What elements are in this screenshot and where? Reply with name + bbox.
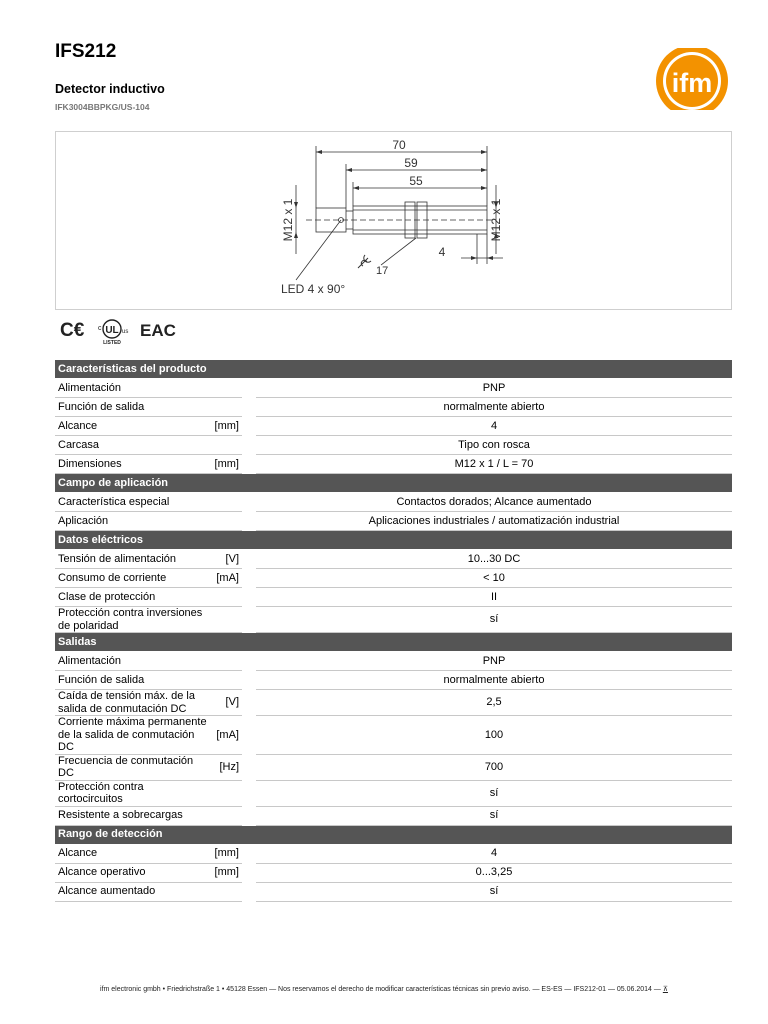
svg-text:59: 59 <box>404 156 418 170</box>
spec-row <box>55 588 732 607</box>
spec-value: 700 <box>256 755 732 781</box>
section-title: Rango de detección <box>55 826 732 845</box>
spec-name: Alimentación <box>55 652 210 671</box>
product-title: IFS212 <box>55 41 117 62</box>
cell-spacer <box>242 755 256 781</box>
svg-text:LISTED: LISTED <box>103 340 121 346</box>
spec-unit: [mm] <box>210 845 242 864</box>
spec-value: normalmente abierto <box>256 671 732 690</box>
spec-unit <box>210 671 242 690</box>
spec-name: Caída de tensión máx. de la salida de conmutación DC <box>55 690 210 716</box>
dimension-drawing-svg <box>56 132 731 309</box>
spec-name: Protección contra cortocircuitos <box>55 781 210 807</box>
spec-name: Alcance aumentado <box>55 883 210 902</box>
spec-unit <box>210 379 242 398</box>
cell-spacer <box>242 569 256 588</box>
section-header <box>55 360 732 379</box>
spec-row <box>55 755 732 781</box>
spec-value: 0...3,25 <box>256 864 732 883</box>
product-subtitle: Detector inductivo <box>55 82 165 96</box>
spec-row <box>55 807 732 826</box>
spec-row <box>55 690 732 716</box>
section-title: Características del producto <box>55 360 732 379</box>
spec-value: sí <box>256 883 732 902</box>
spec-name: Aplicación <box>55 512 210 531</box>
cell-spacer <box>242 398 256 417</box>
spec-name: Función de salida <box>55 671 210 690</box>
svg-text:C€: C€ <box>60 320 85 341</box>
spec-row <box>55 512 732 531</box>
spec-name: Carcasa <box>55 436 210 455</box>
spec-unit: [mA] <box>210 716 242 755</box>
spec-value: 4 <box>256 845 732 864</box>
spec-unit <box>210 781 242 807</box>
section-header <box>55 531 732 550</box>
spec-name: Consumo de corriente <box>55 569 210 588</box>
cell-spacer <box>242 690 256 716</box>
svg-text:us: us <box>122 329 129 335</box>
cell-spacer <box>242 671 256 690</box>
svg-text:LED 4 x 90°: LED 4 x 90° <box>281 282 346 296</box>
spec-name: Clase de protección <box>55 588 210 607</box>
svg-text:4: 4 <box>438 245 446 259</box>
spec-unit: [V] <box>210 690 242 716</box>
spec-unit: [mm] <box>210 455 242 474</box>
spec-row <box>55 607 732 633</box>
spec-row <box>55 652 732 671</box>
spec-value: sí <box>256 781 732 807</box>
spec-name: Alcance <box>55 845 210 864</box>
spec-row <box>55 864 732 883</box>
spec-name: Protección contra inversiones de polaridad <box>55 607 210 633</box>
svg-text:EAC: EAC <box>140 321 176 340</box>
spec-unit <box>210 436 242 455</box>
spec-unit: [mA] <box>210 569 242 588</box>
section-title: Salidas <box>55 633 732 652</box>
spec-row <box>55 455 732 474</box>
spec-value: PNP <box>256 379 732 398</box>
spec-row <box>55 436 732 455</box>
spec-name: Alcance operativo <box>55 864 210 883</box>
svg-text:17: 17 <box>376 265 389 277</box>
spec-name: Corriente máxima permanente de la salida de conmutación DC <box>55 716 210 755</box>
spec-row <box>55 671 732 690</box>
spec-unit: [mm] <box>210 864 242 883</box>
ifm-logo <box>655 48 729 110</box>
svg-text:70: 70 <box>392 138 406 152</box>
spec-unit <box>210 607 242 633</box>
cell-spacer <box>242 864 256 883</box>
spec-value: M12 x 1 / L = 70 <box>256 455 732 474</box>
spec-row <box>55 379 732 398</box>
cell-spacer <box>242 493 256 512</box>
spec-row <box>55 569 732 588</box>
footer-mark: ⊼ <box>662 986 668 993</box>
specifications-table <box>55 360 732 902</box>
spec-unit <box>210 807 242 826</box>
spec-value: Aplicaciones industriales / automatización industrial <box>256 512 732 531</box>
spec-unit <box>210 883 242 902</box>
cell-spacer <box>242 845 256 864</box>
certifications <box>60 317 180 347</box>
spec-unit <box>210 493 242 512</box>
svg-text:ifm: ifm <box>671 68 713 98</box>
cell-spacer <box>242 550 256 569</box>
spec-value: II <box>256 588 732 607</box>
spec-row <box>55 716 732 755</box>
cell-spacer <box>242 417 256 436</box>
spec-value: normalmente abierto <box>256 398 732 417</box>
cell-spacer <box>242 883 256 902</box>
page-footer <box>0 985 768 993</box>
spec-row <box>55 845 732 864</box>
spec-value: < 10 <box>256 569 732 588</box>
spec-unit: [mm] <box>210 417 242 436</box>
cell-spacer <box>242 455 256 474</box>
culus-listed-icon <box>98 320 128 346</box>
spec-row <box>55 398 732 417</box>
spec-name: Tensión de alimentación <box>55 550 210 569</box>
svg-text:UL: UL <box>105 325 119 336</box>
spec-unit <box>210 512 242 531</box>
spec-value: PNP <box>256 652 732 671</box>
cell-spacer <box>242 436 256 455</box>
spec-name: Función de salida <box>55 398 210 417</box>
spec-row <box>55 493 732 512</box>
svg-text:c: c <box>98 325 102 332</box>
spec-row <box>55 417 732 436</box>
spec-unit <box>210 398 242 417</box>
spec-value: Tipo con rosca <box>256 436 732 455</box>
wrench-icon <box>358 255 371 268</box>
cell-spacer <box>242 607 256 633</box>
cell-spacer <box>242 379 256 398</box>
cell-spacer <box>242 652 256 671</box>
spec-value: 4 <box>256 417 732 436</box>
spec-name: Alcance <box>55 417 210 436</box>
cell-spacer <box>242 588 256 607</box>
spec-name: Característica especial <box>55 493 210 512</box>
spec-name: Resistente a sobrecargas <box>55 807 210 826</box>
cell-spacer <box>242 807 256 826</box>
spec-value: 100 <box>256 716 732 755</box>
spec-name: Frecuencia de conmutación DC <box>55 755 210 781</box>
cell-spacer <box>242 512 256 531</box>
section-title: Campo de aplicación <box>55 474 732 493</box>
cell-spacer <box>242 716 256 755</box>
footer-text: ifm electronic gmbh • Friedrichstraße 1 • 45128 Essen — Nos reservamos el derecho de modificar características técnicas sin previo aviso. — ES-ES — IFS212-01 — 05.06.2014 — <box>100 986 661 993</box>
spec-row <box>55 781 732 807</box>
spec-value: 10...30 DC <box>256 550 732 569</box>
spec-name: Dimensiones <box>55 455 210 474</box>
svg-text:M12 x 1: M12 x 1 <box>489 198 503 242</box>
article-code: IFK3004BBPKG/US-104 <box>55 102 150 112</box>
spec-row <box>55 883 732 902</box>
spec-value: 2,5 <box>256 690 732 716</box>
spec-unit <box>210 652 242 671</box>
spec-row <box>55 550 732 569</box>
section-header <box>55 633 732 652</box>
spec-unit <box>210 588 242 607</box>
section-title: Datos eléctricos <box>55 531 732 550</box>
spec-unit: [V] <box>210 550 242 569</box>
eac-mark-icon <box>140 321 176 340</box>
spec-name: Alimentación <box>55 379 210 398</box>
ce-mark-icon <box>60 320 85 341</box>
spec-value: Contactos dorados; Alcance aumentado <box>256 493 732 512</box>
section-header <box>55 474 732 493</box>
svg-text:55: 55 <box>409 174 423 188</box>
spec-value: sí <box>256 607 732 633</box>
svg-text:M12 x 1: M12 x 1 <box>281 198 295 242</box>
section-header <box>55 826 732 845</box>
dimension-drawing <box>55 131 732 310</box>
cell-spacer <box>242 781 256 807</box>
spec-value: sí <box>256 807 732 826</box>
spec-unit: [Hz] <box>210 755 242 781</box>
